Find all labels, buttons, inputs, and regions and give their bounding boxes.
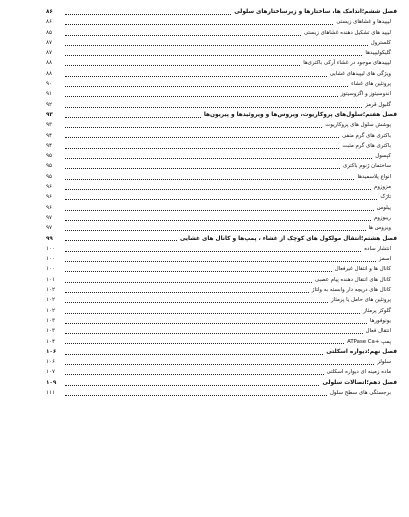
toc-entry-title: فصل هشتم؛انتقال مولکول های کوچک از غشاء ، پمپ‌ها و کانال های غشایی (179, 235, 397, 242)
toc-page-number: ۹۴ (46, 132, 53, 139)
dot-leader (65, 45, 368, 46)
toc-entry-title: گلوکز پرمئاز (363, 307, 391, 314)
dot-leader (65, 302, 328, 303)
dot-leader (65, 323, 367, 324)
dot-leader (65, 168, 340, 169)
toc-entry (46, 17, 397, 27)
dot-leader (65, 14, 231, 15)
toc-entry-title: فصل ششم؛اندامک ها، ساختارها و زیرساختارهای سلولی (234, 9, 397, 15)
dot-leader (65, 158, 372, 159)
toc-page-number: ۸۶ (46, 9, 53, 15)
dot-leader (65, 76, 327, 77)
toc-page-number: ۹۴ (46, 142, 53, 149)
dot-leader (65, 220, 371, 221)
toc-page-number: ۱۰۷ (46, 369, 56, 376)
toc-entry-title: کپسول (375, 153, 391, 160)
toc-page-number: ۹۲ (46, 101, 53, 108)
dot-leader (65, 251, 361, 252)
toc-page-number: ۹۹ (46, 235, 53, 242)
toc-page-number: ۹۷ (46, 225, 53, 232)
toc-entry (46, 306, 397, 316)
toc-entry-title: کلسترول (370, 39, 391, 46)
dot-leader (65, 395, 327, 396)
toc-entry (46, 38, 397, 48)
toc-entry-title: گلیکولیپیدها (365, 50, 391, 57)
dot-leader (65, 261, 376, 262)
dot-leader (65, 107, 362, 108)
toc-page-number: ۹۳ (46, 111, 53, 118)
dot-leader (65, 282, 312, 283)
toc-page-number: ۹۶ (46, 204, 53, 211)
dot-leader (65, 343, 344, 344)
toc-entry (46, 182, 397, 192)
toc-entry (46, 69, 397, 79)
toc-chapter-entry (46, 347, 397, 357)
table-of-contents (46, 7, 397, 398)
toc-page-number: ۱۰۱ (46, 276, 56, 283)
toc-entry-title: باکتری های گرم منفی (342, 132, 391, 139)
toc-entry (46, 161, 397, 171)
dot-leader (65, 354, 323, 355)
toc-page-number: ۱۰۹ (46, 379, 57, 386)
toc-entry (46, 295, 397, 305)
dot-leader (65, 117, 201, 118)
toc-chapter-entry (46, 234, 397, 244)
dot-leader (65, 65, 300, 66)
toc-page-number: ۱۰۲ (46, 287, 56, 294)
toc-chapter-entry (46, 7, 397, 17)
toc-page-number: ۸۶ (46, 19, 53, 26)
toc-entry-title: اسمز (378, 256, 391, 263)
toc-entry (46, 89, 397, 99)
toc-entry-title: پیلوس (376, 204, 391, 211)
toc-entry-title: ویروس ها (368, 225, 391, 232)
toc-page-number: ۱۰۶ (46, 359, 56, 366)
toc-entry-title: فصل هفتم؛سلول‌های پروکاریوت، ویروس‌ها و ویروئیدها و پیریون‌ها (203, 111, 397, 118)
dot-leader (65, 240, 177, 241)
toc-entry (46, 264, 397, 274)
toc-page-number: ۹۵ (46, 163, 53, 170)
dot-leader (65, 313, 360, 314)
dot-leader (65, 55, 362, 56)
toc-page-number: ۱۰۶ (46, 348, 57, 355)
toc-entry-title: سلولز (377, 359, 391, 366)
dot-leader (65, 292, 309, 293)
toc-entry-title: ریبوزوم (373, 214, 391, 221)
toc-page-number: ۸۷ (46, 39, 53, 46)
toc-entry-title: کانال ها و انتقال غیرفعال (334, 266, 391, 273)
toc-entry (46, 244, 397, 254)
dot-leader (65, 35, 301, 36)
toc-page-number: ۸۷ (46, 50, 53, 57)
dot-leader (65, 24, 333, 25)
toc-entry-title: تاژک (380, 194, 391, 201)
toc-chapter-entry (46, 378, 397, 388)
toc-page-number: ۹۳ (46, 122, 53, 129)
toc-entry (46, 337, 397, 347)
toc-entry-title: ویژگی های لیپیدهای غشایی (329, 70, 391, 77)
dot-leader (65, 86, 348, 87)
toc-entry (46, 275, 397, 285)
toc-entry (46, 367, 397, 377)
toc-entry (46, 120, 397, 130)
dot-leader (65, 230, 366, 231)
toc-entry-title: فصل دهم؛اتصالات سلولی (322, 379, 397, 386)
toc-page-number: ۱۰۲ (46, 297, 56, 304)
dot-leader (65, 148, 339, 149)
toc-entry (46, 48, 397, 58)
toc-page-number: ۱۰۳ (46, 328, 56, 335)
toc-page-number: ۸۸ (46, 70, 53, 77)
toc-entry-title: مزوزوم (373, 184, 391, 191)
toc-entry-title: انتقال فعال (365, 328, 391, 335)
toc-page-number: ۱۰۴ (46, 338, 56, 345)
dot-leader (65, 179, 354, 180)
toc-page-number: ۹۶ (46, 184, 53, 191)
toc-entry (46, 141, 397, 151)
toc-entry (46, 357, 397, 367)
toc-entry (46, 326, 397, 336)
toc-entry-title: ساختمان ژنوم باکتری (342, 163, 391, 170)
toc-entry-title: کانال های انتقال دهنده پیام عصبی (314, 276, 391, 283)
toc-page-number: ۹۶ (46, 194, 53, 201)
toc-entry-title: کانال های دریچه دار وابسته به ولتاژ (311, 287, 391, 294)
toc-entry-title: باکتری های گرم مثبت (342, 142, 391, 149)
toc-page-number: ۱۰۲ (46, 307, 56, 314)
toc-entry-title: پمپ +ATPase Ca (347, 338, 391, 345)
toc-page-number: ۹۵ (46, 173, 53, 180)
toc-entry-title: فصل نهم؛دیواره اسکلتی (326, 348, 397, 355)
dot-leader (65, 271, 332, 272)
dot-leader (65, 189, 371, 190)
toc-entry (46, 388, 397, 398)
toc-entry-title: انتشار ساده (364, 245, 391, 252)
toc-page-number: ۹۰ (46, 81, 53, 88)
toc-entry (46, 172, 397, 182)
toc-entry (46, 100, 397, 110)
toc-entry (46, 203, 397, 213)
toc-entry (46, 131, 397, 141)
toc-entry (46, 213, 397, 223)
toc-entry-title: اندوسیتوز و اگزوسیتوز (340, 91, 391, 98)
dot-leader (65, 137, 339, 138)
dot-leader (65, 199, 377, 200)
toc-entry-title: گلبول قرمز (365, 101, 391, 108)
toc-entry-title: یونوفورها (369, 317, 391, 324)
toc-entry (46, 223, 397, 233)
dot-leader (65, 96, 338, 97)
toc-page-number: ۱۰۳ (46, 317, 56, 324)
toc-page-number: ۸۸ (46, 60, 53, 67)
toc-entry-title: لیپیدها و غشاهای زیستی (336, 19, 391, 26)
dot-leader (65, 333, 363, 334)
toc-entry-title: لیپید های تشکیل دهنده غشاهای زیستی (303, 29, 391, 36)
dot-leader (65, 385, 319, 386)
toc-entry-title: پروتئین های حامل یا پرمئاز (331, 297, 391, 304)
toc-entry (46, 151, 397, 161)
dot-leader (65, 364, 374, 365)
toc-entry-title: پروتئین های غشاء (351, 81, 391, 88)
toc-page-number: ۹۷ (46, 214, 53, 221)
toc-page-number: ۸۵ (46, 29, 53, 36)
dot-leader (65, 210, 374, 211)
toc-entry-title: برجستگی های سطح سلول (330, 389, 391, 396)
dot-leader (65, 127, 322, 128)
toc-entry (46, 192, 397, 202)
toc-entry (46, 79, 397, 89)
toc-entry (46, 28, 397, 38)
toc-page-number: ۹۱ (46, 91, 53, 98)
toc-page-number: ۱۰۰ (46, 256, 56, 263)
toc-entry-title: انواع پلاسمیدها (357, 173, 391, 180)
toc-page-number: ۱۱۱ (46, 389, 56, 396)
toc-page-number: ۹۵ (46, 153, 53, 160)
toc-entry-title: لیپیدهای موجود در غشاء آرکی باکتری‌ها (303, 60, 391, 67)
toc-page-number: ۱۰۰ (46, 266, 56, 273)
toc-entry (46, 58, 397, 68)
toc-entry-title: پوشش سلول های پروکاریوت (325, 122, 391, 129)
toc-entry (46, 254, 397, 264)
toc-entry (46, 285, 397, 295)
toc-chapter-entry (46, 110, 397, 120)
toc-entry (46, 316, 397, 326)
toc-page-number: ۱۰۰ (46, 245, 56, 252)
dot-leader (65, 374, 324, 375)
toc-entry-title: ماده زمینه ای دیواره اسکلتی (326, 369, 391, 376)
